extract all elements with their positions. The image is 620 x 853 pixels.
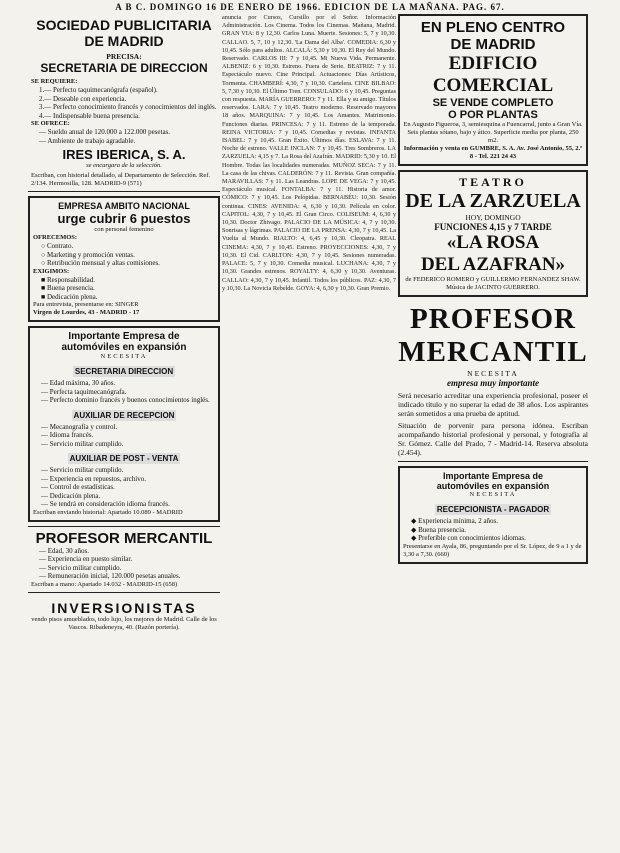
ad-body: Situación de porvenir para persona idónea. Escriban acompañando historial profesional y personal, y fotografía al Sr. Gómez. Calle del Prado, 7 - Madrid-14. Reserva absoluta (2.454). [398,421,588,457]
list-item: ■ Responsabilidad. [41,275,96,284]
item-list [403,517,583,543]
ad-role: SECRETARIA DE DIRECCION [40,61,208,75]
list-item: 3.— Perfecto conocimiento francés y conocimientos del inglés. [39,103,217,111]
ad-emp: empresa muy importante [447,378,539,388]
ad-hoy: HOY, DOMINGO [465,213,521,222]
ad-edificio-comercial [398,14,588,166]
offer-label: SE OFRECE: [31,120,70,127]
ad-address: Escriban, con historial detallado, al Departamento de Selección. Ref. 2/134. Hermosilla, 128. MADRID-9 (571) [31,172,211,187]
ad-address: Escriban enviando historial: Apartado 10.089 - MADRID [33,508,183,516]
ad-address: Virgen de Lourdes, 43 - MADRID - 17 [33,309,140,316]
list-item: — Perfecto dominio francés y buenos conocimientos inglés. [41,396,210,404]
list-item: ◆ Buena presencia. [411,525,466,534]
item-list [31,547,217,581]
ad-kicker: TEATRO [459,175,527,189]
ad-title: PROFESOR MERCANTIL [35,529,213,547]
listings-column: anuncia por Cursos, Cursillo por el Señor. Información Administración. Los Cinema. Todos los Cinemas. Mañana, Madrid. GRAN VIA: 8 y 12,30. Carlos Luna. Muerte. Sesiones: 5, 7 y 10,30. CALLAO. 5, 7, 10 y 12,30. 'La Dama del Alba'. COMEDIA: 6,30 y 10,45. Sólo para adultos. ALCALÁ: 5,30 y 10,30. El Rey del Mundo. Reservado. CARLOS III: 7 y 10,45. Mi Nueva Vida. Permanente. ALBENIZ: 6 y 10,30. Estreno. Fuera de Serie. BEATRIZ: 7 y 11. Espectáculo nuevo. Cine Principal. Actuaciones: Días Artísticos, Tormenta. CHAMBERÍ: 4,30, 7 y 10,30. Cartelera. CINE BILBAO: 5, 7,30 y 10,30. El Último Tren. CONSULADO: 6 y 10,45. Preguntas con respuesta. MARÍA GUERRERO: 7 y 11. Ella y su amigo. Títulos reservados. LARA: 7 y 10,45. Teatro moderno. Reservado mayores 18 años. MARQUINA: 7 y 10,45. Los Amantes. Matrimonio. Funciones diarias. PRINCESA: 7 y 11. Estreno de la temporada. REINA VICTORIA: 7 y 10,45. Comedias y revistas. INFANTA ISABEL: 7 y 10,45. Gran Éxito. Últimos días. ESLAVA: 7 y 11. Noche de estreno. VALLE INCLAN: 7 y 10,45. Tres Sombreros. LA ZARZUELA: 4,15 y 7. La Rosa del Azafrán. MADRID: 5,30 y 10. El Hombre. Todas las localidades numeradas. MUÑOZ SECA: 7 y 11. La casa de las chivas. CALDERÓN: 7 y 11. Revista. Gran compañía. MARAVILLAS: 7 y 11. Las Leandras. LOPE DE VEGA: 7 y 10,45. Espectáculo musical. FONTALBA: 7 y 11. Historia de amor. CÓMICO: 7 y 10,45. Los Pelópidas. BERNABÉU: 10,30. Sesión continua. CINES: AVENIDA: 4, 6,30 y 10,30. Película en color. CAPITOL: 4,30, 7 y 10,45. El Gran Circo. COLISEUM: 4, 6,30 y 10,30. Doctor Zhivago. PALACIO DE LA MÚSICA: 4, 7 y 10,30. Sonrisas y lágrimas. PALACIO DE LA PRENSA: 4,30, 7 y 10,45. La Vuelta al Mundo. RIALTO: 4, 6,45 y 10,30. Cleopatra. REAL CINEMA: 4,30, 7 y 10,45. Estreno. PROYECCIONES: 4,30, 7 y 10,30. El Cid. CARLTON: 4,30, 7 y 10,45. Sesiones numeradas. PALACE: 5, 7 y 10,30. Comedia musical. LUCHANA: 4,30, 7 y 10,30. Grandes estrenos. ROYALTY: 4, 6,30 y 10,30. Aventuras. CALLAO: 4,30, 7 y 10,45. Infantil. Todos los públicos. PAZ: 4,30, 7 y 10,30. La Novicia Rebelde. GOYA: 4, 6,30 y 10,30. Gran Premio. [222,14,396,292]
ad-teatro-zarzuela [398,170,588,297]
ad-necesita: NECESITA [467,369,519,378]
ad-subtitle: SE VENDE COMPLETO [432,97,554,109]
ad-title: Importante Empresa de [68,331,180,342]
ad-profesor-mercantil-large [398,301,588,462]
ad-funciones: FUNCIONES 4,15 y 7 TARDE [434,222,552,232]
ad-title: DE LA ZARZUELA [405,190,581,212]
company-name: IRES IBERICA, S. A. [62,147,186,162]
ad-sociedad-publicitaria [28,14,220,192]
ad-credits: de FEDERICO ROMERO y GUILLERMO FERNANDEZ SHAW. Música de JACINTO GUERRERO. [405,276,581,291]
page-header: A B C. DOMINGO 16 DE ENERO DE 1966. EDICION DE LA MAÑANA. PAG. 67. [115,2,505,12]
offer-label: OFRECEMOS: [33,234,78,241]
list-item: ◆ Preferible con conocimientos idiomas. [411,534,526,542]
ad-title: PROFESOR [410,303,576,335]
ad-role: RECEPCIONISTA - PAGADOR [436,505,550,514]
ad-contact: Para entrevista, presentarse en: SINGER [33,301,139,308]
list-item: — Servicio militar cumplido. [41,466,124,474]
ad-body: Será necesario acreditar una experiencia profesional, poseer el indicado título y no superar la edad de 38 años. Los aspirantes serán sometidos a una prueba de aptitud. [398,391,588,418]
left-column [28,14,220,844]
ad-title: MERCANTIL [398,336,588,368]
ad-title: DE MADRID [450,36,536,53]
list-item: — Perfecta taquimecanógrafa. [41,387,127,396]
role-list [33,379,215,405]
ad-subtitle: urge cubrir 6 puestos [57,211,191,226]
req-list [31,86,217,120]
req-list [33,276,215,302]
list-item: ◆ Experiencia mínima, 2 años. [411,517,499,525]
ad-address: Presentarse en Ayala, 86, preguntando por el Sr. López, de 9 a 1 y de 3,30 a 7,30. (660) [403,542,582,558]
ad-address: Escriban a mano: Apartado 14.032 - MADRID-15 (658) [31,580,178,588]
list-item: ○ Retribución mensual y altas comisiones. [41,259,160,267]
list-item: 1.— Perfecto taquimecanógrafa (español). [39,86,158,94]
ad-title: SOCIEDAD PUBLICITARIA [36,17,212,33]
ad-title: automóviles en expansión [436,481,550,491]
ad-title: EMPRESA AMBITO NACIONAL [58,201,190,211]
ad-role: AUXILIAR DE POST - VENTA [69,454,179,463]
list-item: — Edad, 30 años. [39,546,89,555]
ad-subtitle2: con personal femenino [94,226,154,233]
ad-profesor-mercantil-small [28,526,220,593]
list-item: ○ Contrato. [41,242,74,250]
ad-address: En Augusto Figueroa, 3, semiesquina a Fuencarral, junto a Gran Vía. [403,121,583,128]
req-label: EXIGIMOS: [33,267,70,275]
list-item: 2.— Deseable con experiencia. [39,94,127,103]
ad-title-main: EDIFICIO COMERCIAL [432,53,554,96]
list-item: — Se tendrá en consideración idioma francés. [41,500,170,508]
ad-note: se encargara de la selección. [86,162,162,169]
ad-role: AUXILIAR DE RECEPCION [73,410,175,420]
list-item: — Edad máxima, 30 años. [41,379,116,387]
list-item: — Dedicación plena. [41,491,101,500]
offer-list [31,128,217,145]
req-label: SE REQUIERE: [31,78,78,85]
ad-inversionistas [28,597,220,635]
right-column [398,14,588,844]
list-item: 4.— Indispensable buena presencia. [39,111,140,120]
list-item: — Mecanografía y control. [41,422,118,431]
ad-empresa-ambito [28,196,220,322]
ad-necesita: NECESITA [469,491,517,498]
list-item: — Remuneración inicial, 120.000 pesetas anuales. [39,572,181,580]
ad-automoviles-right [398,466,588,564]
ad-contact: Información y venta en GUMBRE, S. A. Av. José Antonio, 55, 2.º 8 - Tel. 221 24 43 [403,145,583,160]
list-item: — Ambiente de trabajo agradable. [39,136,136,145]
ad-automoviles [28,326,220,522]
list-item: ○ Marketing y promoción ventas. [41,250,135,259]
list-item: ■ Buena presencia. [41,284,95,292]
list-item: ■ Dedicación plena. [41,292,98,301]
list-item: — Servicio militar cumplido. [41,439,124,448]
ad-work: DEL AZAFRAN» [420,254,566,275]
list-item: — Servicio militar cumplido. [39,563,122,572]
ad-info: Seis plantas sótano, bajo y ático. Superficie media por planta, 250 m2. [407,129,579,144]
role-list [33,466,215,509]
role-list [33,423,215,449]
ad-title: EN PLENO CENTRO [420,19,566,36]
offer-list [33,242,215,268]
ad-title: DE MADRID [84,33,164,49]
list-item: — Control de estadísticas. [41,483,115,491]
ad-precisa: PRECISA: [106,52,142,61]
list-item: — Idioma francés. [41,431,94,439]
ad-work: «LA ROSA [446,232,540,253]
list-item: — Sueldo anual de 120.000 a 122.000 pesetas. [39,128,171,136]
ad-body: vendo pisos amueblados, todo lujo, los mejores de Madrid. Calle de los Vascos. Ribadeneyra, 40. (Razón portería). [31,615,217,631]
ad-title: INVERSIONISTAS [51,599,197,616]
list-item: — Experiencia en puesto similar. [39,555,133,563]
ad-role: SECRETARIA DIRECCION [74,367,174,376]
ad-subtitle: O POR PLANTAS [448,109,538,121]
ad-necesita: NECESITA [100,353,148,360]
ad-title: automóviles en expansión [61,342,187,353]
ad-title: Importante Empresa de [442,471,544,481]
list-item: — Experiencia en repuestos, archivo. [41,474,146,483]
